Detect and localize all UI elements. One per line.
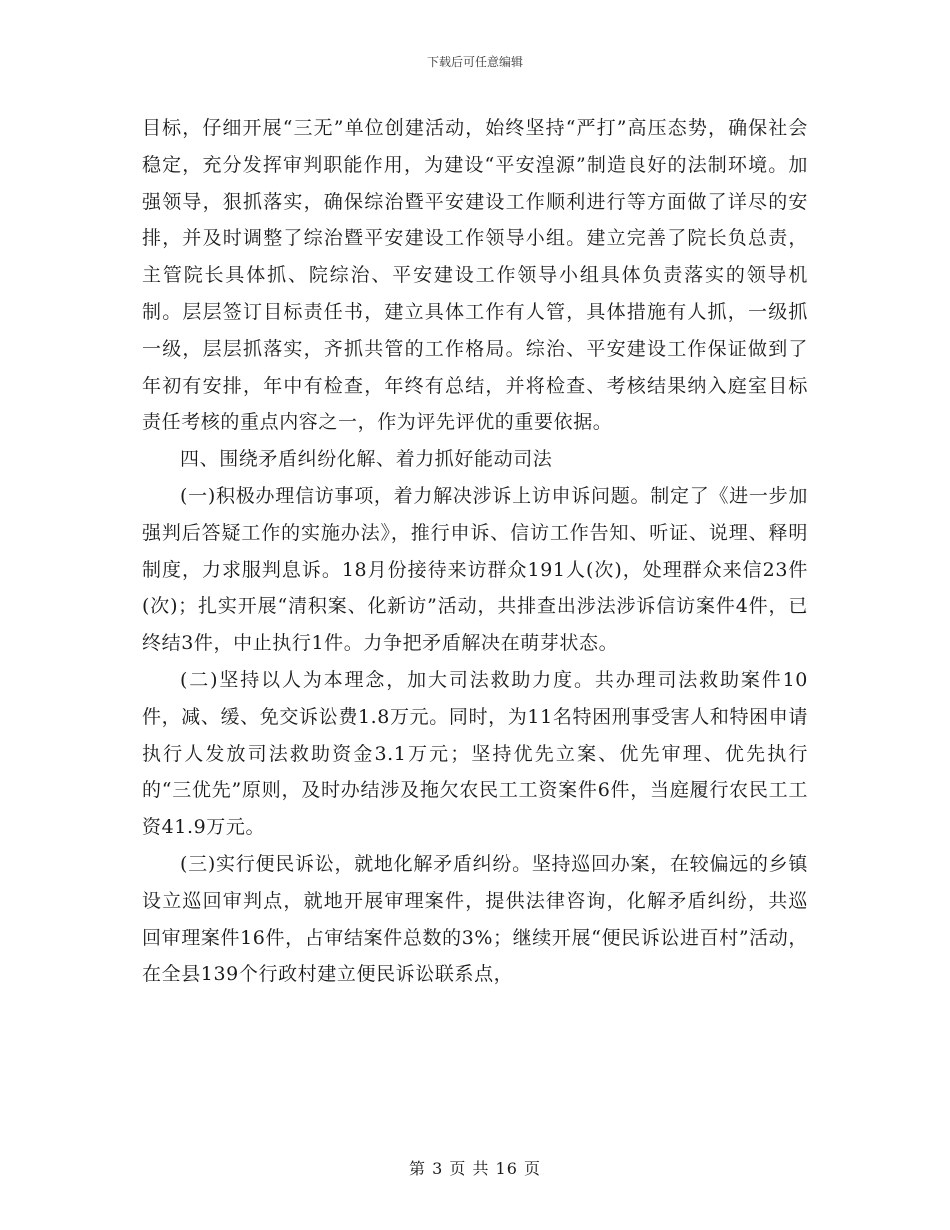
paragraph-item-2: (二)坚持以人为本理念，加大司法救助力度。共办理司法救助案件10件，减、缓、免交诉讼费1.8万元。同时，为11名特困刑事受害人和特困申请执行人发放司法救助资金3.1万元；坚持优先立案、优先审理、优先执行的“三优先”原则，及时办结涉及拖欠农民工工资案件6件，当庭履行农民工工资41.9万元。	[142, 668, 808, 839]
paragraph-item-1: (一)积极办理信访事项，着力解决涉诉上访申诉问题。制定了《进一步加强判后答疑工作的实施办法》，推行申诉、信访工作告知、听证、说理、释明制度，力求服判息诉。18月份接待来访群众191人(次)，处理群众来信23件(次)；扎实开展“清积案、化新访”活动，共排查出涉法涉诉信访案件4件，已终结3件，中止执行1件。力争把矛盾解决在萌芽状态。	[142, 484, 808, 655]
page-footer-page-number: 第 3 页 共 16 页	[409, 1159, 541, 1178]
paragraph-1: 目标，仔细开展“三无”单位创建活动，始终坚持“严打”高压态势，确保社会稳定，充分发挥审判职能作用，为建设“平安湟源”制造良好的法制环境。加强领导，狠抓落实，确保综治暨平安建设工作顺利进行等方面做了详尽的安排，并及时调整了综治暨平安建设工作领导小组。建立完善了院长负总责，主管院长具体抓、院综治、平安建设工作领导小组具体负责落实的领导机制。层层签订目标责任书，建立具体工作有人管，具体措施有人抓，一级抓一级，层层抓落实，齐抓共管的工作格局。综治、平安建设工作保证做到了年初有安排，年中有检查，年终有总结，并将检查、考核结果纳入庭室目标责任考核的重点内容之一，作为评先评优的重要依据。	[142, 117, 808, 434]
section-heading-4: 四、围绕矛盾纠纷化解、着力抓好能动司法	[180, 448, 553, 471]
document-body	[142, 110, 808, 993]
page-header: 下载后可任意编辑	[426, 55, 523, 69]
paragraph-item-3: (三)实行便民诉讼，就地化解矛盾纠纷。坚持巡回办案，在较偏远的乡镇设立巡回审判点，就地开展审理案件，提供法律咨询，化解矛盾纠纷，共巡回审理案件16件，占审结案件总数的3%；继续开展“便民诉讼进百村”活动，在全县139个行政村建立便民诉讼联系点，	[142, 852, 808, 986]
